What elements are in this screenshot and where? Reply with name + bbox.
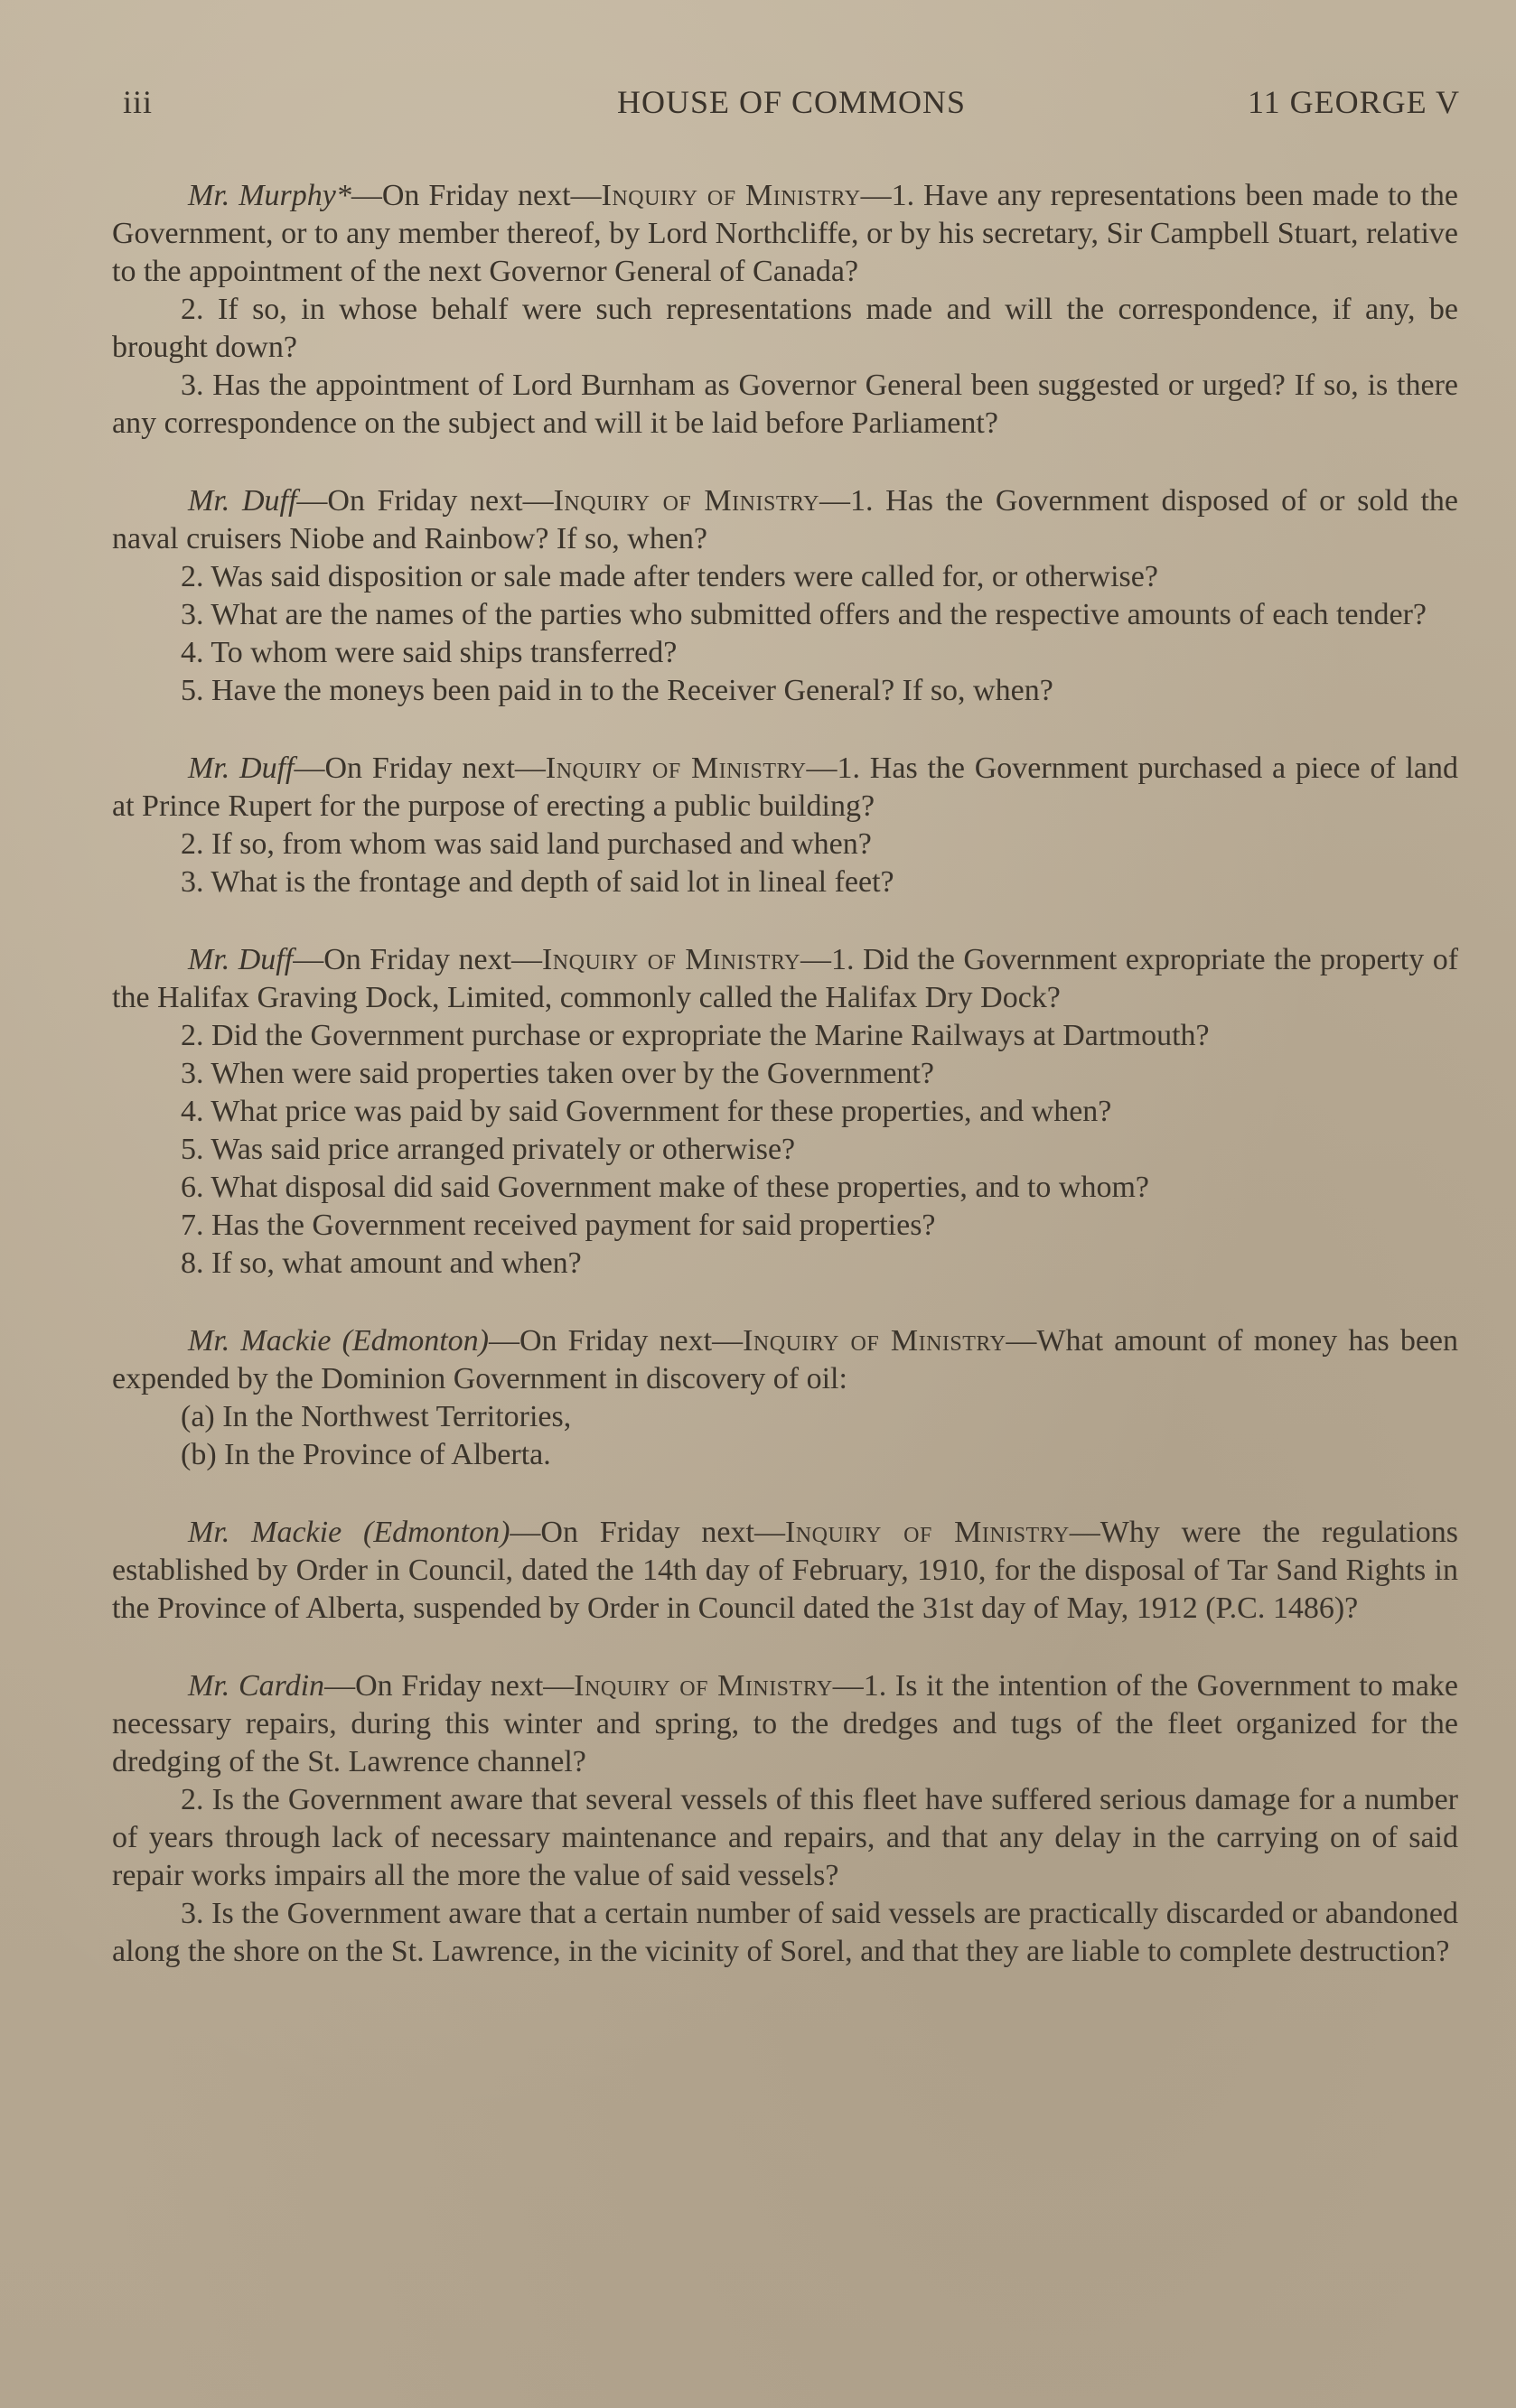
member-name: Mr. Mackie (Edmonton)	[188, 1516, 510, 1549]
sub-item: (b) In the Province of Alberta.	[181, 1438, 551, 1471]
sub-item: (a) In the Northwest Territories,	[181, 1400, 572, 1433]
question-item: 2. Did the Government purchase or expropriate the Marine Railways at Dartmouth?	[181, 1019, 1210, 1052]
page-number: iii	[123, 84, 154, 120]
question-item: 2. If so, from whom was said land purchased and when?	[181, 827, 872, 861]
question-item: 6. What disposal did said Government make of these properties, and to whom?	[181, 1171, 1150, 1204]
notice-timing: —On Friday next—	[293, 943, 542, 976]
question-item: 5. Was said price arranged privately or otherwise?	[181, 1133, 796, 1166]
question-text: —1. Have any representations been made to the Government, or to any member thereof, by Lord Northcliffe, or by his secretary, Sir Campbell Stuart, relative to the appointment of the next Governor General of Canada?	[112, 179, 1459, 288]
inquiry-lead	[112, 1322, 1458, 1398]
page-title: HOUSE OF COMMONS	[616, 84, 967, 120]
notice-body	[112, 177, 1458, 2011]
notice-timing: —On Friday next—	[351, 179, 602, 212]
member-name: Mr. Duff	[188, 943, 294, 976]
inquiry-lead	[112, 750, 1458, 826]
notice-timing: —On Friday next—	[324, 1669, 575, 1703]
question-text: —Why were the regulations established by Order in Council, dated the 14th day of February, 1910, for the disposal of Tar Sand Rights in the Province of Alberta, suspended by Order in Council dated the 31st day of May, 1912 (P.C. 1486)?	[112, 1516, 1459, 1625]
inquiry-entry	[112, 482, 1458, 710]
question-item: 2. Was said disposition or sale made after tenders were called for, or otherwise?	[181, 560, 1158, 593]
question-item: 3. What is the frontage and depth of said lot in lineal feet?	[181, 865, 894, 899]
question-item: 3. Is the Government aware that a certain number of said vessels are practically discarded or abandoned along the shore on the St. Lawrence, in the vicinity of Sorel, and that they are liable to complete destruction?	[112, 1897, 1458, 1968]
inquiry-lead	[112, 1667, 1458, 1781]
inquiry-entry	[112, 941, 1458, 1283]
inquiry-label: Inquiry of Ministry	[553, 484, 819, 518]
session-label: 11 GEORGE V	[1248, 84, 1460, 120]
inquiry-lead	[112, 941, 1458, 1017]
question-item: 3. Has the appointment of Lord Burnham as Governor General been suggested or urged? If so, is there any correspondence on the subject and will it be laid before Parliament?	[112, 369, 1458, 440]
inquiry-entry	[112, 1667, 1458, 1971]
member-name: Mr. Mackie (Edmonton)	[188, 1324, 489, 1358]
notice-timing: —On Friday next—	[510, 1516, 785, 1549]
question-item: 8. If so, what amount and when?	[181, 1246, 582, 1280]
notice-timing: —On Friday next—	[294, 751, 546, 785]
inquiry-label: Inquiry of Ministry	[743, 1324, 1006, 1358]
member-name: Mr. Duff	[188, 751, 295, 785]
question-text: —1. Did the Government expropriate the property of the Halifax Graving Dock, Limited, commonly called the Halifax Dry Dock?	[112, 943, 1459, 1014]
member-name: Mr. Murphy*	[188, 179, 351, 212]
inquiry-lead	[112, 177, 1458, 291]
inquiry-entry	[112, 177, 1458, 443]
inquiry-lead	[112, 482, 1458, 558]
inquiry-label: Inquiry of Ministry	[784, 1516, 1070, 1549]
inquiry-label: Inquiry of Ministry	[574, 1669, 833, 1703]
question-item: 4. What price was paid by said Government for these properties, and when?	[181, 1095, 1112, 1128]
inquiry-entry	[112, 1514, 1458, 1628]
inquiry-label: Inquiry of Ministry	[541, 943, 800, 976]
question-text: —1. Has the Government disposed of or sold the naval cruisers Niobe and Rainbow? If so, when?	[112, 484, 1459, 555]
question-text: —What amount of money has been expended by the Dominion Government in discovery of oil:	[112, 1324, 1459, 1395]
question-item: 2. If so, in whose behalf were such representations made and will the correspondence, if any, be brought down?	[112, 293, 1458, 364]
inquiry-label: Inquiry of Ministry	[601, 179, 861, 212]
question-text: —1. Has the Government purchased a piece of land at Prince Rupert for the purpose of erecting a public building?	[112, 751, 1459, 823]
inquiry-label: Inquiry of Ministry	[545, 751, 807, 785]
question-item: 3. What are the names of the parties who submitted offers and the respective amounts of each tender?	[181, 598, 1427, 631]
member-name: Mr. Duff	[188, 484, 297, 518]
question-item: 7. Has the Government received payment for said properties?	[181, 1209, 936, 1242]
question-item: 2. Is the Government aware that several vessels of this fleet have suffered serious damage for a number of years through lack of necessary maintenance and repairs, and that any delay in the carrying on of said repair works impairs all the more the value of said vessels?	[112, 1783, 1458, 1892]
notice-timing: —On Friday next—	[488, 1324, 744, 1358]
member-name: Mr. Cardin	[188, 1669, 325, 1703]
question-item: 5. Have the moneys been paid in to the Receiver General? If so, when?	[181, 674, 1053, 707]
inquiry-lead	[112, 1514, 1458, 1628]
inquiry-entry	[112, 750, 1458, 901]
question-item: 3. When were said properties taken over by the Government?	[181, 1057, 934, 1090]
inquiry-entry	[112, 1322, 1458, 1474]
question-item: 4. To whom were said ships transferred?	[181, 636, 678, 669]
running-head	[123, 83, 1460, 123]
notice-timing: —On Friday next—	[296, 484, 554, 518]
question-text: —1. Is it the intention of the Government to make necessary repairs, during this winter and spring, to the dredges and tugs of the fleet organized for the dredging of the St. Lawrence channel?	[112, 1669, 1459, 1778]
